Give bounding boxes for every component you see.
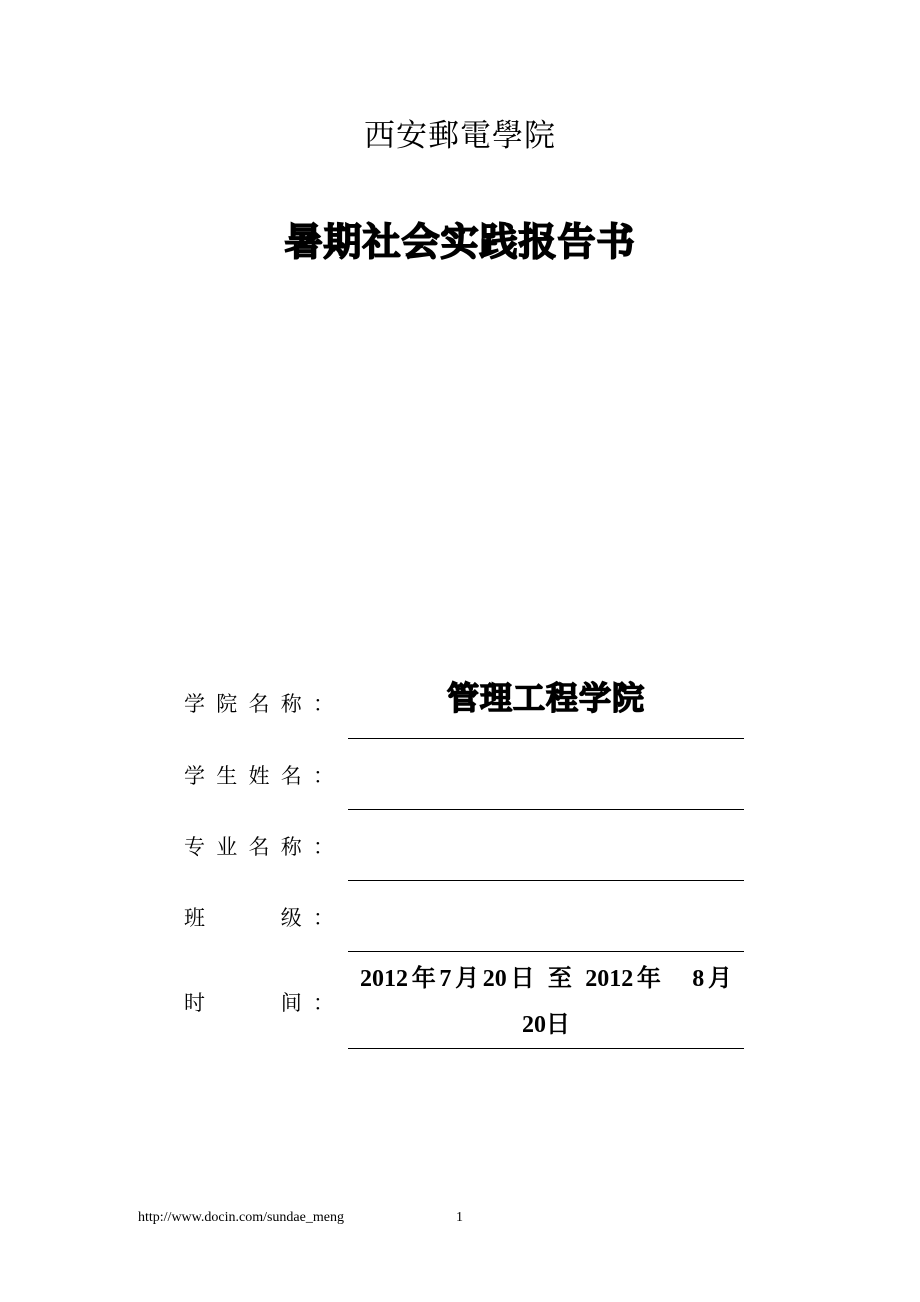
page-number: 1 xyxy=(456,1210,463,1225)
time-line-2: 20日 xyxy=(522,1012,570,1038)
major-underline xyxy=(348,880,744,881)
class-underline xyxy=(348,951,744,952)
student-name-underline xyxy=(348,809,744,810)
student-name-label: 学生姓名： xyxy=(184,764,334,788)
college-label: 学院名称： xyxy=(184,692,334,716)
class-label: 班 级： xyxy=(184,906,334,930)
report-title: 暑期社会实践报告书 xyxy=(284,220,636,264)
college-value: 管理工程学院 xyxy=(446,679,645,717)
time-value xyxy=(348,956,744,1048)
footer-url: http://www.docin.com/sundae_meng xyxy=(138,1210,344,1225)
time-line-1: 2012年7月20日 至 2012年 8月 xyxy=(360,966,732,992)
major-label: 专业名称： xyxy=(184,835,334,859)
time-underline xyxy=(348,1048,744,1049)
time-label: 时 间： xyxy=(184,991,334,1015)
college-underline xyxy=(348,738,744,739)
school-name: 西安郵電學院 xyxy=(364,118,556,154)
